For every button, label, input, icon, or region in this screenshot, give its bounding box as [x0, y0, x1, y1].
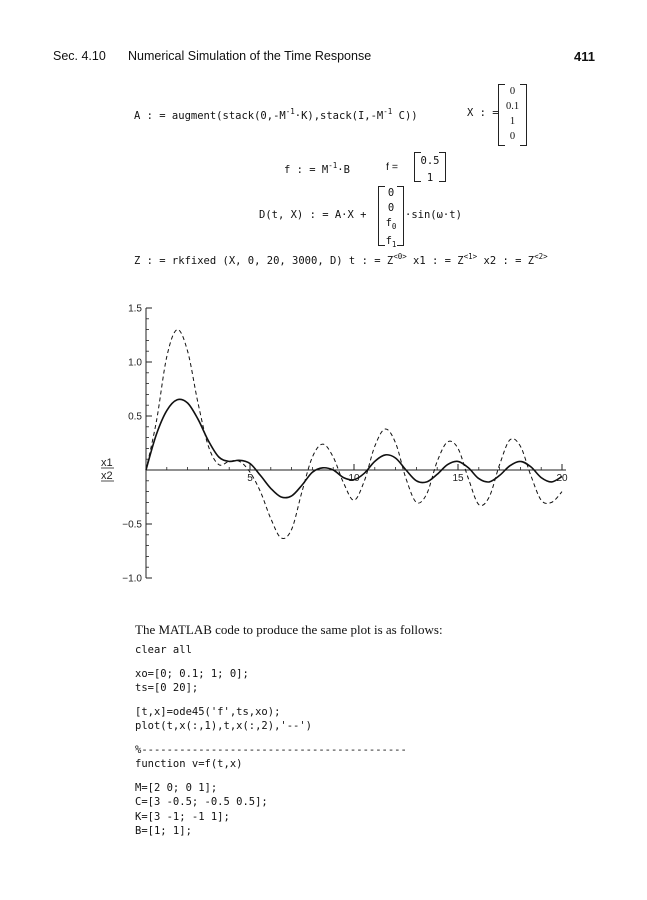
y-tick-label: 1.0 [128, 357, 142, 369]
vector-entry: 1 [509, 116, 516, 127]
y-tick-label: −1.0 [122, 573, 142, 585]
code-line: %------------------------------------------ [135, 743, 407, 756]
code-line: function v=f(t,x) [135, 758, 243, 770]
x-tick-label: 20 [556, 473, 568, 484]
x-vector [498, 84, 527, 146]
vector-entry: 0 [509, 131, 516, 142]
code-line: M=[2 0; 0 1]; [135, 781, 218, 794]
y-axis-label: x1 [101, 457, 113, 469]
y-tick-label: 0.5 [128, 411, 142, 423]
section-label: Sec. 4.10 [53, 49, 106, 63]
x-tick-label: 15 [452, 473, 464, 484]
x-tick-label: 10 [348, 473, 360, 484]
x-assign: X : = [467, 107, 499, 119]
plot-ticks [101, 304, 568, 585]
vector-entry: 0 [387, 187, 395, 199]
d-definition: D(t, X) : = A·X + [259, 209, 367, 221]
y-tick-label: −0.5 [122, 519, 142, 531]
vector-entry: 0 [387, 202, 395, 214]
response-plot [0, 295, 647, 595]
vector-entry: 0.1 [505, 101, 520, 112]
plot-curves [146, 330, 562, 539]
y-axis-label: x2 [101, 470, 113, 482]
z-definition: Z : = rkfixed (X, 0, 20, 3000, D) t : = $Z^{<0>}$ x1 : = $Z^{<1>}$ x2 : = $Z^{<2>}$ [134, 252, 548, 267]
code-line: K=[3 -1; -1 1]; [135, 810, 230, 823]
code-line: B=[1; 1]; [135, 825, 192, 837]
sin-term: ·sin(ω·t) [405, 209, 462, 221]
vector-entry: 0.5 [420, 155, 440, 167]
code-line: clear all [135, 644, 192, 656]
f-definition: f : = $M^{-1}\cdot B$ [284, 161, 350, 176]
code-line: xo=[0; 0.1; 1; 0]; [135, 667, 249, 680]
vector-entry: $f_1$ [385, 235, 397, 249]
series-x2-line [146, 330, 562, 539]
a-definition: A : = $augment(stack(0,-M^{-1}\cdot K),stack(I,-M^{-1}$ C)) [134, 107, 418, 122]
vector-entry: 0 [509, 86, 516, 97]
code-line: C=[3 -0.5; -0.5 0.5]; [135, 796, 268, 808]
code-line: plot(t,x(:,1),t,x(:,2),'--') [135, 720, 313, 732]
code-block [135, 643, 192, 658]
vector-entry: 1 [426, 172, 434, 184]
y-tick-label: 1.5 [128, 303, 142, 315]
matlab-intro: The MATLAB code to produce the same plot is as follows: [135, 622, 443, 637]
vector-entry: $f_0$ [385, 217, 397, 231]
d-vector [378, 186, 404, 249]
f-vector [414, 152, 446, 182]
code-line: [t,x]=ode45('f',ts,xo); [135, 705, 281, 718]
code-block [135, 743, 407, 772]
x-tick-label: 5 [247, 473, 253, 484]
code-line: ts=[0 20]; [135, 682, 199, 694]
code-block [135, 667, 249, 696]
running-title: Numerical Simulation of the Time Response [128, 49, 372, 63]
code-block [135, 705, 312, 734]
code-block [135, 781, 268, 839]
page-number: 411 [574, 49, 595, 64]
f-equals: f = [386, 161, 398, 173]
